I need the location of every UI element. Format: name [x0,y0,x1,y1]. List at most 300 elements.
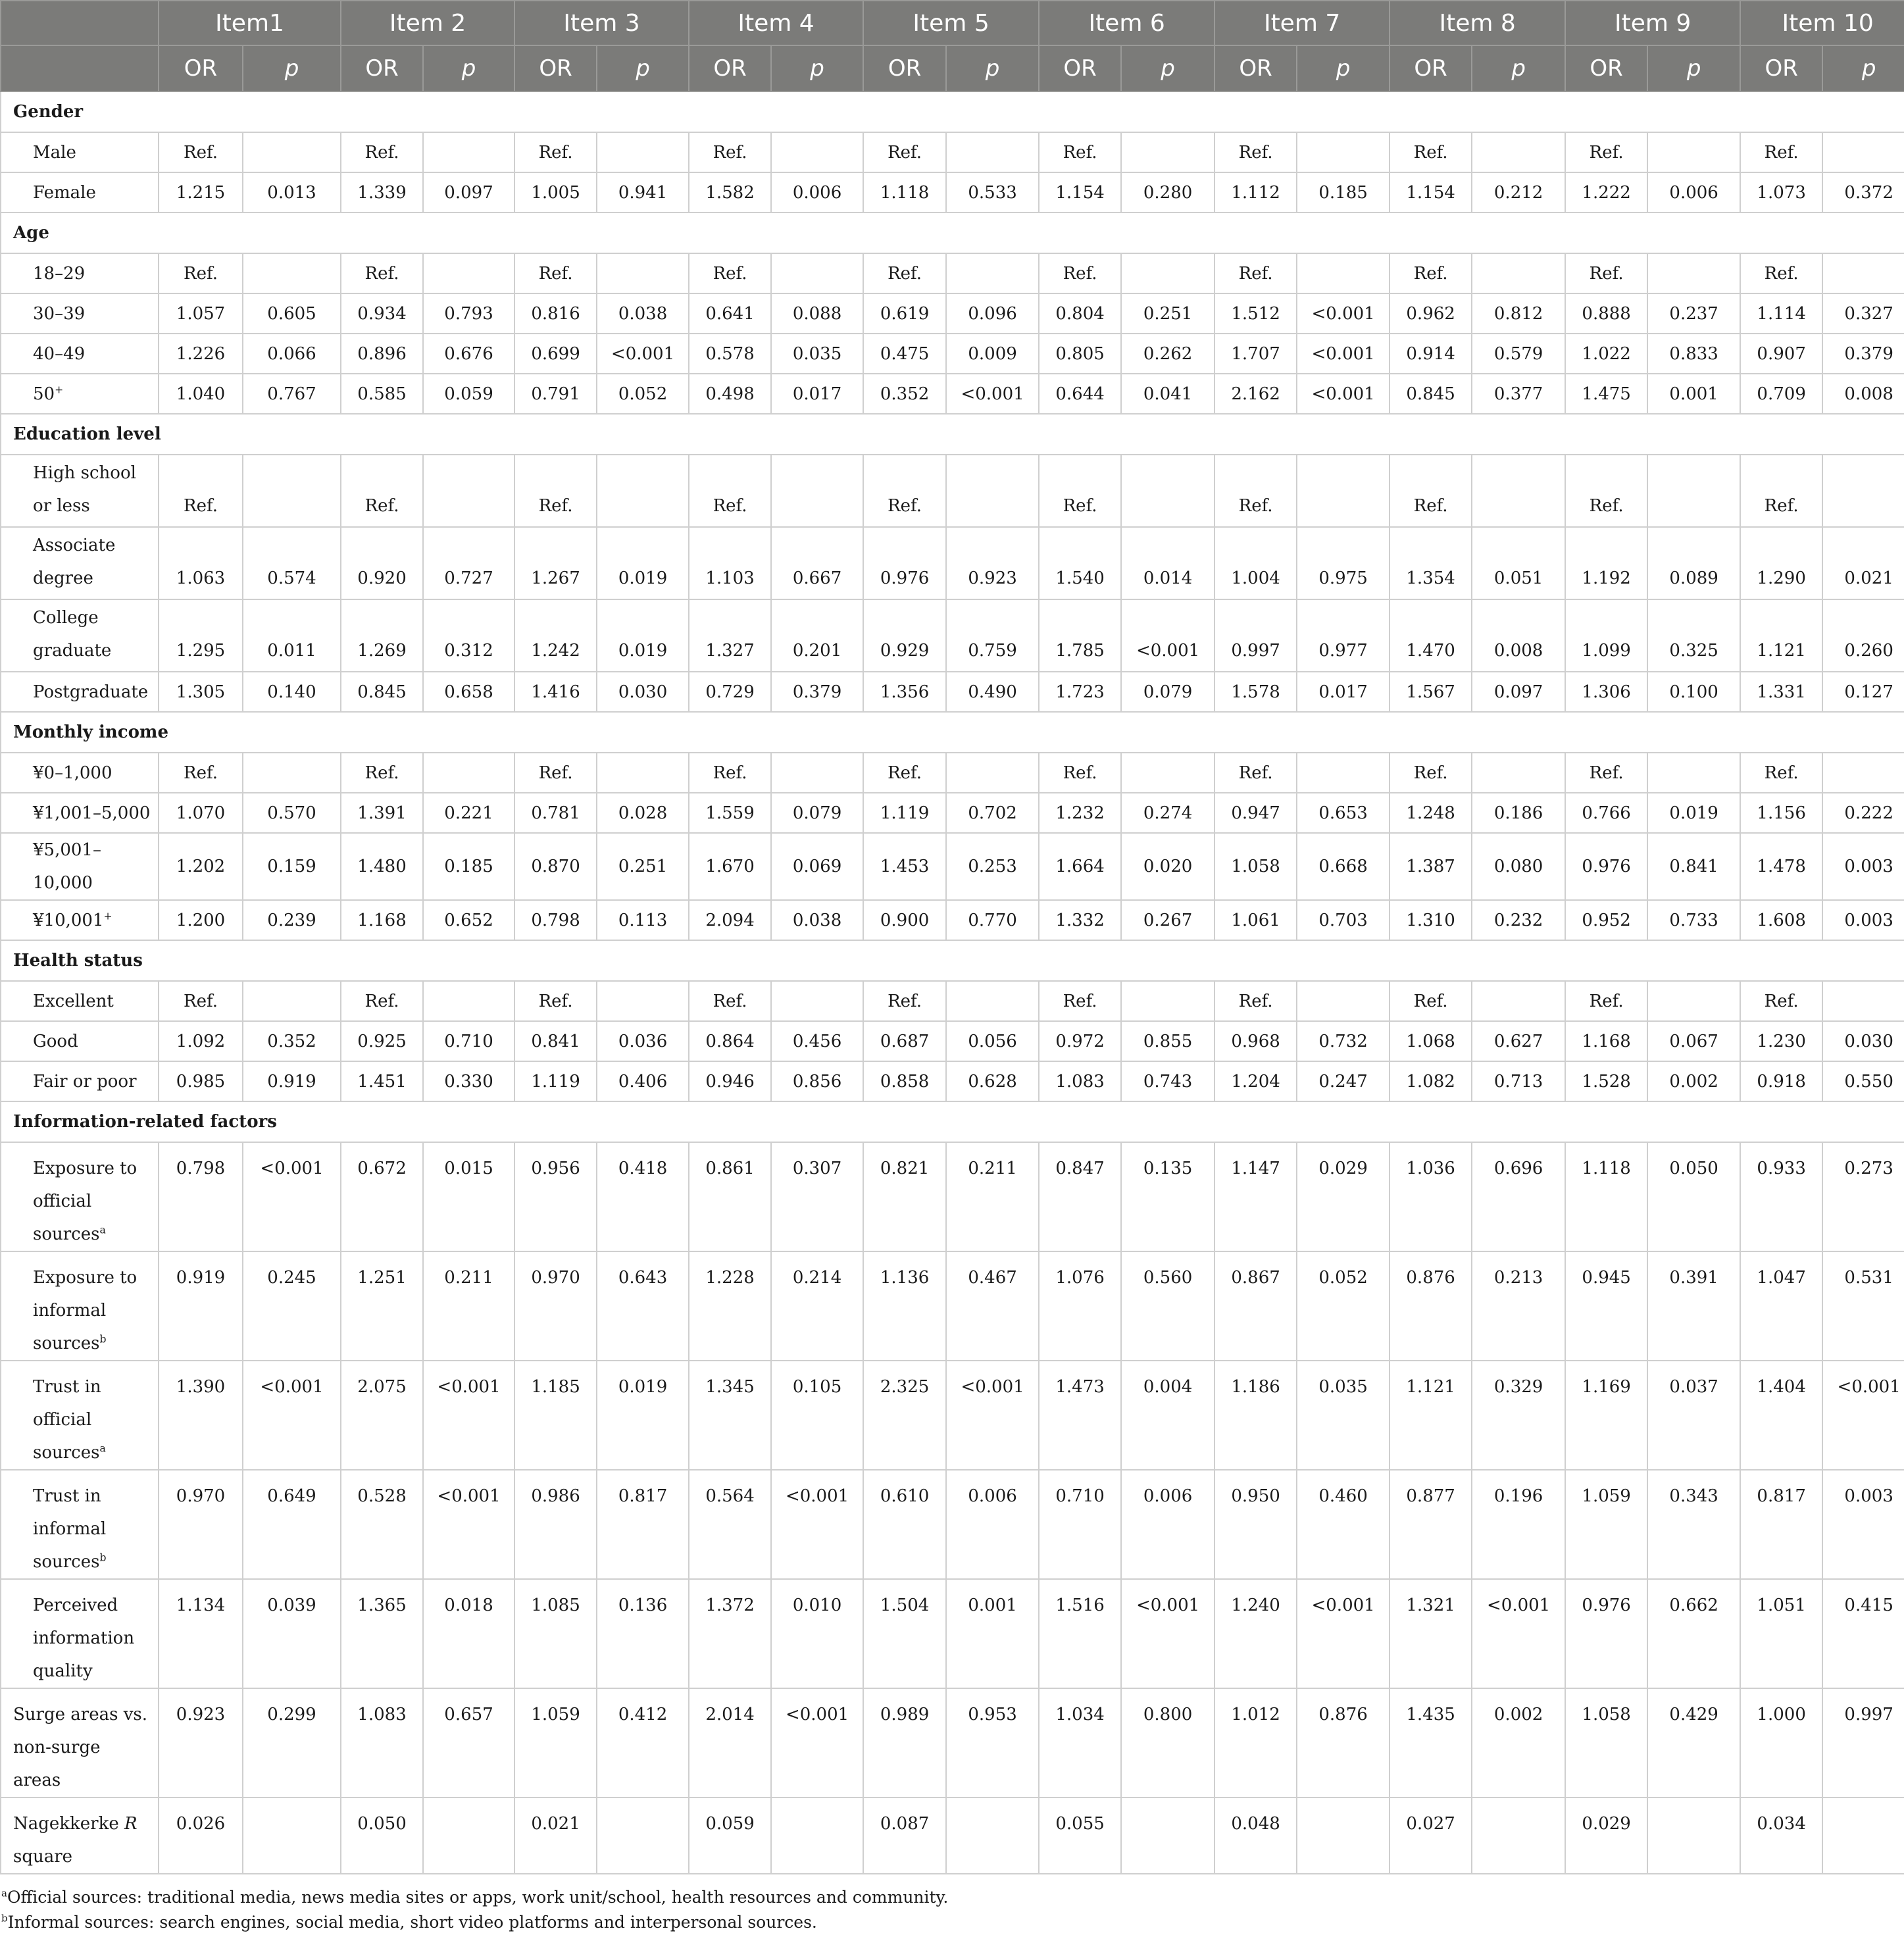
section-title: Gender [1,91,1904,132]
cell-or: 1.168 [341,900,423,940]
cell-or: 0.861 [689,1142,771,1251]
table-row [1,253,1904,293]
cell-or: 1.512 [1215,293,1297,334]
cell-p: 0.232 [1472,900,1565,940]
cell-p [1297,132,1390,172]
cell-p: 0.627 [1472,1021,1565,1061]
row-label-text: 40–49 [33,343,86,364]
table-row [1,599,1904,672]
row-label-line: Exposure to [33,1159,138,1178]
cell-p: 0.713 [1472,1061,1565,1101]
cell-p: 0.732 [1297,1021,1390,1061]
table-row [1,1142,1904,1251]
cell-p [1121,132,1215,172]
cell-or: 1.202 [159,833,243,900]
header-or: OR [1039,45,1121,91]
cell-p [946,455,1039,527]
cell-p [1822,455,1904,527]
section-header [1,414,1904,455]
table-row [1,1688,1904,1797]
cell-or: 0.876 [1390,1251,1472,1361]
cell-p: 0.019 [597,527,689,599]
cell-or: 1.118 [1565,1142,1647,1251]
cell-or: 1.047 [1740,1251,1822,1361]
cell-or: 0.644 [1039,374,1121,414]
row-label-line [33,1327,153,1360]
cell-p: 0.280 [1121,172,1215,213]
cell-p: 0.004 [1121,1361,1215,1470]
cell-or: 1.169 [1565,1361,1647,1470]
row-label-text: sources [33,1552,100,1572]
cell-p: 0.001 [1647,374,1740,414]
cell-p [1822,132,1904,172]
cell-or: Ref. [1740,455,1822,527]
cell-p: 0.237 [1647,293,1740,334]
cell-or: 0.029 [1565,1797,1647,1874]
row-label-line: square [13,1847,73,1867]
row-label-line [13,1807,153,1840]
cell-or: 0.985 [159,1061,243,1101]
header-p: p [1121,45,1215,91]
cell-p: 0.307 [771,1142,863,1251]
cell-or: Ref. [863,981,946,1021]
cell-or: 1.453 [863,833,946,900]
cell-or: 1.240 [1215,1579,1297,1688]
cell-p: 0.003 [1822,1470,1904,1579]
cell-or: Ref. [1740,253,1822,293]
cell-or: 1.068 [1390,1021,1472,1061]
row-label-line: Trust in [33,1486,101,1506]
cell-or: 0.619 [863,293,946,334]
cell-p: 0.273 [1822,1142,1904,1251]
cell-p: <0.001 [597,334,689,374]
cell-or: 1.134 [159,1579,243,1688]
cell-p: 0.079 [771,793,863,833]
cell-or: 1.306 [1565,672,1647,712]
cell-p: 0.036 [597,1021,689,1061]
section-title: Information-related factors [1,1101,1904,1142]
cell-or: Ref. [863,253,946,293]
cell-p: 0.817 [597,1470,689,1579]
row-label-line: Surge areas vs. [13,1705,148,1724]
cell-p: 0.100 [1647,672,1740,712]
cell-or: 1.022 [1565,334,1647,374]
cell-p: 0.418 [597,1142,689,1251]
table-row [1,1797,1904,1874]
cell-p: 0.267 [1121,900,1215,940]
cell-or: 1.670 [689,833,771,900]
cell-or: 1.785 [1039,599,1121,672]
cell-or: Ref. [159,455,243,527]
cell-or: 1.058 [1565,1688,1647,1797]
cell-or: 0.858 [863,1061,946,1101]
cell-or: 0.798 [514,900,597,940]
cell-p: 0.105 [771,1361,863,1470]
cell-or: 0.934 [341,293,423,334]
row-label [1,599,159,672]
table-row [1,132,1904,172]
cell-p: <0.001 [771,1470,863,1579]
cell-p: 0.035 [1297,1361,1390,1470]
cell-p [1822,981,1904,1021]
cell-p [423,1797,514,1874]
section-title: Age [1,213,1904,253]
cell-p: 0.015 [423,1142,514,1251]
cell-or: 0.641 [689,293,771,334]
cell-or: 0.498 [689,374,771,414]
table-row [1,455,1904,527]
header-p: p [423,45,514,91]
cell-p: <0.001 [243,1142,341,1251]
cell-p [1472,132,1565,172]
cell-p: 0.800 [1121,1688,1215,1797]
cell-or: Ref. [1565,455,1647,527]
cell-or: Ref. [1039,132,1121,172]
cell-or: Ref. [514,455,597,527]
cell-p: 0.021 [1822,527,1904,599]
row-label-text: Postgraduate [33,682,149,702]
cell-or: 1.136 [863,1251,946,1361]
row-label-text: 18–29 [33,263,86,284]
cell-p [597,253,689,293]
cell-p: 0.657 [423,1688,514,1797]
cell-or: 1.559 [689,793,771,833]
cell-or: Ref. [689,132,771,172]
cell-or: 1.578 [1215,672,1297,712]
cell-p: 0.467 [946,1251,1039,1361]
cell-p: 0.140 [243,672,341,712]
cell-p [1647,253,1740,293]
cell-or: 1.112 [1215,172,1297,213]
cell-p: 0.490 [946,672,1039,712]
cell-p: 0.038 [771,900,863,940]
cell-or: 1.034 [1039,1688,1121,1797]
cell-or: 1.451 [341,1061,423,1101]
header-or: OR [1215,45,1297,91]
cell-p: <0.001 [1472,1579,1565,1688]
cell-or: 0.945 [1565,1251,1647,1361]
cell-or: 0.816 [514,293,597,334]
cell-p [1297,1797,1390,1874]
cell-or: Ref. [1039,455,1121,527]
header-item: Item 4 [689,1,863,45]
cell-or: 0.870 [514,833,597,900]
row-label [1,374,159,414]
cell-p: 0.003 [1822,833,1904,900]
cell-or: 1.004 [1215,527,1297,599]
cell-p: 0.977 [1297,599,1390,672]
cell-or: 0.059 [689,1797,771,1874]
cell-or: 0.986 [514,1470,597,1579]
row-label [1,334,159,374]
cell-or: 0.919 [159,1251,243,1361]
footnote-mark: b [99,1333,107,1345]
cell-p [1647,132,1740,172]
row-label [1,900,159,940]
cell-or: 0.946 [689,1061,771,1101]
cell-or: 0.976 [863,527,946,599]
cell-p: 0.667 [771,527,863,599]
header-p: p [597,45,689,91]
section-header [1,1101,1904,1142]
table-row [1,793,1904,833]
section-header [1,940,1904,981]
cell-or: 0.804 [1039,293,1121,334]
cell-p: 0.221 [423,793,514,833]
cell-p: 0.743 [1121,1061,1215,1101]
cell-p: 0.793 [423,293,514,334]
cell-p: 0.676 [423,334,514,374]
row-label-line: High school [33,463,136,483]
cell-or: 1.061 [1215,900,1297,940]
cell-or: 1.192 [1565,527,1647,599]
cell-p [597,753,689,793]
cell-or: 1.154 [1390,172,1472,213]
table-body [1,91,1904,1874]
cell-p: 0.628 [946,1061,1039,1101]
cell-or: 0.766 [1565,793,1647,833]
row-label [1,1021,159,1061]
cell-p [1647,753,1740,793]
cell-or: Ref. [341,253,423,293]
cell-p: <0.001 [423,1361,514,1470]
cell-or: Ref. [863,753,946,793]
row-label-text: Female [33,182,96,203]
cell-or: Ref. [1039,981,1121,1021]
cell-p: 0.379 [771,672,863,712]
cell-p: 0.456 [771,1021,863,1061]
header-or: OR [159,45,243,91]
cell-p: 0.035 [771,334,863,374]
cell-p: 0.017 [771,374,863,414]
header-item: Item 5 [863,1,1039,45]
cell-p: <0.001 [771,1688,863,1797]
cell-or: 0.970 [159,1470,243,1579]
cell-or: 1.480 [341,833,423,900]
cell-p: 0.037 [1647,1361,1740,1470]
row-label-line: informal [33,1301,107,1320]
cell-or: 1.168 [1565,1021,1647,1061]
cell-or: 1.156 [1740,793,1822,833]
cell-p: 0.855 [1121,1021,1215,1061]
cell-p: 0.841 [1647,833,1740,900]
cell-or: 0.578 [689,334,771,374]
cell-or: 1.119 [514,1061,597,1101]
cell-p: 0.329 [1472,1361,1565,1470]
cell-or: 0.672 [341,1142,423,1251]
cell-p: 0.051 [1472,527,1565,599]
cell-p: 0.211 [423,1251,514,1361]
cell-or: 1.305 [159,672,243,712]
cell-or: Ref. [863,455,946,527]
cell-p [1822,253,1904,293]
cell-p: 0.247 [1297,1061,1390,1101]
cell-p [597,1797,689,1874]
cell-or: 0.841 [514,1021,597,1061]
cell-p: 0.056 [946,1021,1039,1061]
cell-or: 0.867 [1215,1251,1297,1361]
cell-p: 0.018 [423,1579,514,1688]
cell-p: 0.028 [597,793,689,833]
cell-p: 0.136 [597,1579,689,1688]
cell-or: 1.404 [1740,1361,1822,1470]
cell-p: 0.253 [946,833,1039,900]
cell-p: 0.649 [243,1470,341,1579]
cell-or: 0.805 [1039,334,1121,374]
cell-p: 0.214 [771,1251,863,1361]
cell-p: <0.001 [1297,374,1390,414]
cell-or: 0.709 [1740,374,1822,414]
cell-p: 0.245 [243,1251,341,1361]
cell-p: <0.001 [1121,1579,1215,1688]
table-row [1,293,1904,334]
cell-or: 1.012 [1215,1688,1297,1797]
footnote-text: Official sources: traditional media, news media sites or apps, work unit/school, health resources and community. [7,1888,949,1907]
cell-or: 0.972 [1039,1021,1121,1061]
cell-or: 1.356 [863,672,946,712]
row-label-text: ¥1,001–5,000 [33,803,151,823]
cell-p [1472,981,1565,1021]
cell-or: 1.608 [1740,900,1822,940]
cell-or: 0.845 [1390,374,1472,414]
cell-or: 1.516 [1039,1579,1121,1688]
cell-p [946,981,1039,1021]
footnotes [0,1885,1904,1935]
cell-p [1121,1797,1215,1874]
cell-or: 1.372 [689,1579,771,1688]
cell-p [597,455,689,527]
footnote-mark: a [1,1887,7,1899]
cell-p: 0.019 [597,599,689,672]
cell-p: 0.066 [243,334,341,374]
header-or: OR [689,45,771,91]
cell-p: <0.001 [1297,293,1390,334]
cell-or: 0.947 [1215,793,1297,833]
cell-or: Ref. [1740,132,1822,172]
row-label-line: Associate [33,536,116,555]
cell-or: 0.610 [863,1470,946,1579]
header-p: p [946,45,1039,91]
cell-p [243,981,341,1021]
cell-p: 0.733 [1647,900,1740,940]
cell-p [771,455,863,527]
cell-p: 0.274 [1121,793,1215,833]
cell-p: 0.770 [946,900,1039,940]
cell-or: 0.710 [1039,1470,1121,1579]
cell-or: 1.391 [341,793,423,833]
cell-or: 1.200 [159,900,243,940]
footnote [0,1885,1904,1910]
cell-or: 1.005 [514,172,597,213]
cell-or: Ref. [1039,753,1121,793]
cell-or: 1.186 [1215,1361,1297,1470]
cell-or: 2.094 [689,900,771,940]
row-label-line: graduate [33,641,112,661]
header-p: p [1647,45,1740,91]
cell-p: 0.570 [243,793,341,833]
cell-or: 0.034 [1740,1797,1822,1874]
cell-or: 1.327 [689,599,771,672]
cell-p: 0.029 [1297,1142,1390,1251]
cell-p: 0.833 [1647,334,1740,374]
table-row [1,1579,1904,1688]
table-row [1,1470,1904,1579]
row-label [1,253,159,293]
row-label [1,455,159,527]
superscript-mark: + [55,383,64,395]
cell-p: 0.186 [1472,793,1565,833]
cell-p: 0.260 [1822,599,1904,672]
header-or: OR [1740,45,1822,91]
cell-p: 0.239 [243,900,341,940]
cell-p [771,132,863,172]
cell-or: 1.119 [863,793,946,833]
cell-p [243,455,341,527]
cell-p: <0.001 [1297,1579,1390,1688]
cell-or: Ref. [1390,455,1472,527]
header-or: OR [1565,45,1647,91]
cell-or: 1.567 [1390,672,1472,712]
cell-or: 1.331 [1740,672,1822,712]
row-label-text: 50 [33,384,55,404]
header-corner-sub [1,45,159,91]
cell-p: 0.097 [423,172,514,213]
header-p: p [1472,45,1565,91]
cell-p [1297,753,1390,793]
header-item: Item1 [159,1,341,45]
footnote-text: Informal sources: search engines, social media, short video platforms and interpersonal sources. [7,1913,817,1932]
cell-p: 0.013 [243,172,341,213]
cell-or: 0.952 [1565,900,1647,940]
cell-p: 0.030 [1822,1021,1904,1061]
cell-or: 1.290 [1740,527,1822,599]
cell-p [1297,981,1390,1021]
row-label-text: ¥5,001–10,000 [33,840,101,893]
cell-or: 0.845 [341,672,423,712]
cell-or: 0.475 [863,334,946,374]
cell-p [771,253,863,293]
header-or: OR [341,45,423,91]
cell-p [1472,753,1565,793]
cell-p: 0.372 [1822,172,1904,213]
cell-p: 0.531 [1822,1251,1904,1361]
cell-p: 0.415 [1822,1579,1904,1688]
cell-p [1472,455,1565,527]
cell-or: 0.900 [863,900,946,940]
row-label [1,1061,159,1101]
cell-or: Ref. [689,981,771,1021]
row-label-line: information [33,1628,135,1648]
row-label-line [33,1436,153,1469]
cell-or: 1.707 [1215,334,1297,374]
table-row [1,527,1904,599]
cell-p: 0.030 [597,672,689,712]
row-label [1,672,159,712]
row-label [1,1251,159,1361]
cell-p: 0.653 [1297,793,1390,833]
header-p: p [771,45,863,91]
cell-p [1822,753,1904,793]
cell-or: Ref. [1565,753,1647,793]
cell-p: 0.006 [771,172,863,213]
header-corner [1,1,159,45]
row-label-line [33,1545,153,1578]
row-label-line: informal [33,1519,107,1539]
cell-p [423,455,514,527]
cell-p: 0.222 [1822,793,1904,833]
cell-p: 0.009 [946,334,1039,374]
cell-p: 0.089 [1647,527,1740,599]
